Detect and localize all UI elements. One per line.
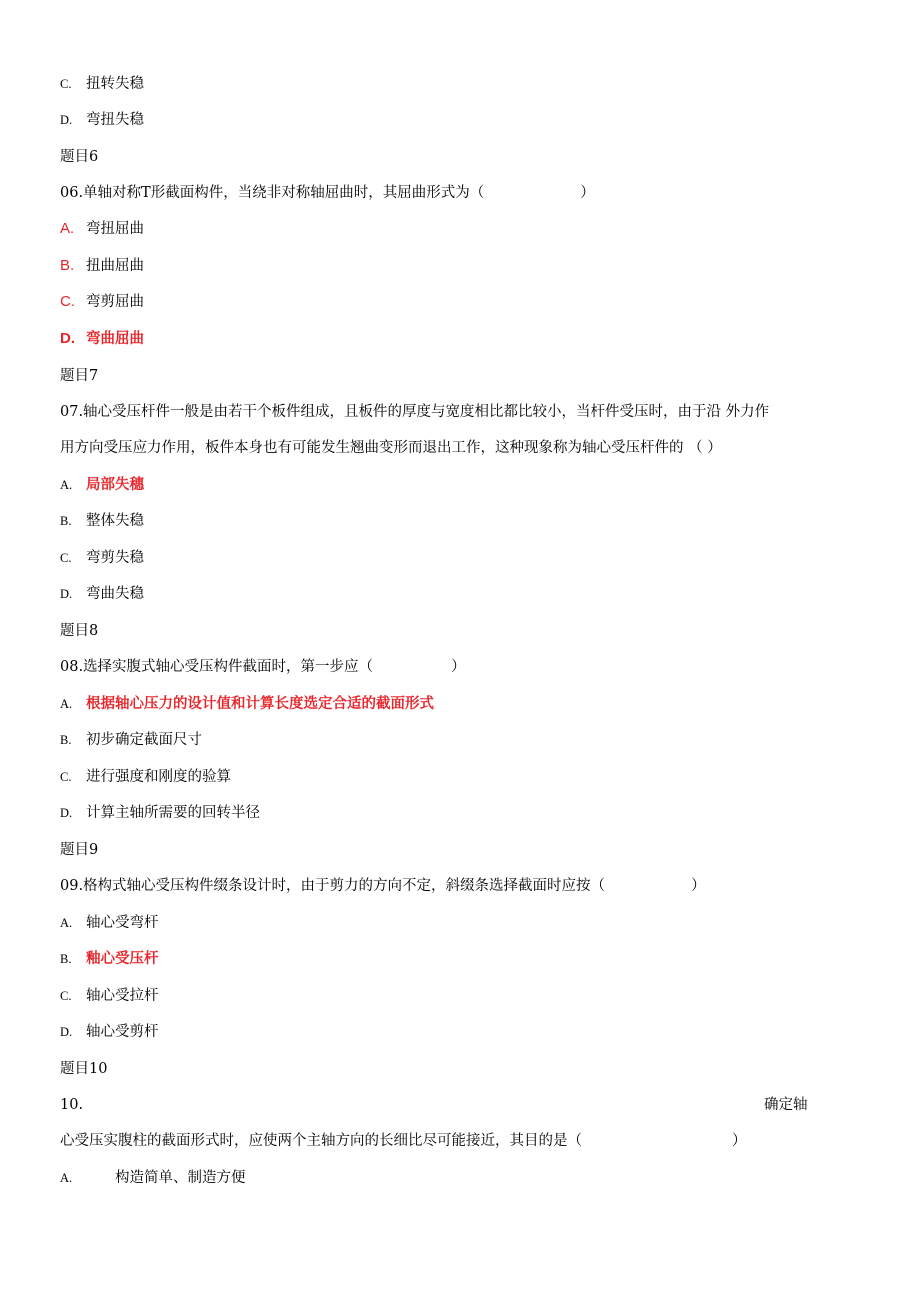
option-text: 局部失穗 [86,476,144,493]
option-letter: B. [60,257,75,274]
option-text: 釉心受压杆 [86,950,159,967]
option-letter: C. [60,551,72,565]
q8-header: 题目8 [60,623,99,639]
option-text: 弯剪失稳 [86,550,144,566]
option-text: 进行强度和刚度的验算 [86,769,231,785]
option-letter: C. [60,989,72,1003]
q10-option-a [60,1168,246,1188]
option-text: 轴心受拉杆 [86,988,159,1004]
q7-option-c [60,548,144,568]
option-letter: C. [60,293,75,310]
option-text: 弯曲屈曲 [86,330,144,347]
option-text: 扭转失稳 [86,76,144,92]
q8-option-c [60,767,231,787]
q9-header: 题目9 [60,842,99,858]
q10-stem-line2 [60,1131,747,1151]
q6-option-b [60,256,144,276]
option-letter: D. [60,113,73,127]
q9-option-c [60,986,159,1006]
option-letter: D. [60,330,75,347]
option-text: 整体失稳 [86,513,144,529]
q9-option-b-answer [60,949,159,969]
option-text: 计算主轴所需要的回转半径 [86,805,260,821]
q8-option-b [60,730,202,750]
option-text: 根据轴心压力的设计值和计算长度选定合适的截面形式 [86,695,434,712]
option-letter: D. [60,587,73,601]
q5-option-d [60,110,144,130]
q8-stem [60,657,466,677]
q8-option-d [60,803,260,823]
q8-stem-text: 08.选择实腹式轴心受压构件截面时，第一步应（ [60,659,374,675]
q10-stem-close: ） [732,1133,747,1149]
option-letter: A. [60,1171,73,1185]
option-letter: A. [60,478,73,492]
q7-header: 题目7 [60,368,99,384]
q6-stem-text: 06.单轴对称T形截面构件，当绕非对称轴屈曲时，其屈曲形式为（ [60,185,485,201]
option-text: 初步确定截面尺寸 [86,732,202,748]
option-letter: B. [60,733,72,747]
option-letter: A. [60,697,73,711]
option-letter: C. [60,77,72,91]
option-text: 弯曲失稳 [86,586,144,602]
option-text: 弯剪屈曲 [86,294,144,310]
q8-option-a-answer [60,694,434,714]
q7-option-d [60,584,144,604]
option-text: 轴心受剪杆 [86,1024,159,1040]
q8-stem-close: ） [451,659,466,675]
q6-option-c [60,292,144,312]
q6-option-a [60,219,144,239]
q6-stem [60,183,595,203]
option-letter: B. [60,952,72,966]
q10-number: 10. [60,1097,84,1113]
q6-stem-close: ） [580,185,595,201]
q9-stem-text: 09.格构式轴心受压构件缀条设计时，由于剪力的方向不定，斜缀条选择截面时应按（ [60,878,606,894]
q6-header: 题目6 [60,149,99,165]
q7-option-a-answer [60,475,144,495]
option-text: 扭曲屈曲 [86,258,144,274]
q5-option-c [60,74,144,94]
q9-stem [60,876,706,896]
q9-option-d [60,1022,159,1042]
option-letter: B. [60,514,72,528]
q7-stem-line1: 07.轴心受压杆件一般是由若干个板件组成，且板件的厚度与宽度相比都比较小，当杆件受压时，由于沿 外力作 [60,404,770,420]
q10-header: 题目10 [60,1061,108,1077]
q6-option-d-answer [60,329,144,349]
q9-option-a [60,913,159,933]
q7-stem-line2: 用方向受压应力作用，板件本身也有可能发生翘曲变形而退出工作，这种现象称为轴心受压杆件的 （ ） [60,440,722,456]
q7-option-b [60,511,144,531]
option-text: 弯扭屈曲 [86,221,144,237]
option-text: 构造简单、制造方便 [115,1170,246,1186]
option-letter: A. [60,916,73,930]
option-letter: A. [60,220,75,237]
option-text: 轴心受弯杆 [86,915,159,931]
option-text: 弯扭失稳 [86,112,144,128]
option-letter: D. [60,1025,73,1039]
q10-stem-right: 确定轴 [764,1097,808,1113]
option-letter: C. [60,770,72,784]
q9-stem-close: ） [691,878,706,894]
option-letter: D. [60,806,73,820]
q10-stem-text: 心受压实腹柱的截面形式时，应使两个主轴方向的长细比尽可能接近，其目的是（ [60,1133,582,1149]
